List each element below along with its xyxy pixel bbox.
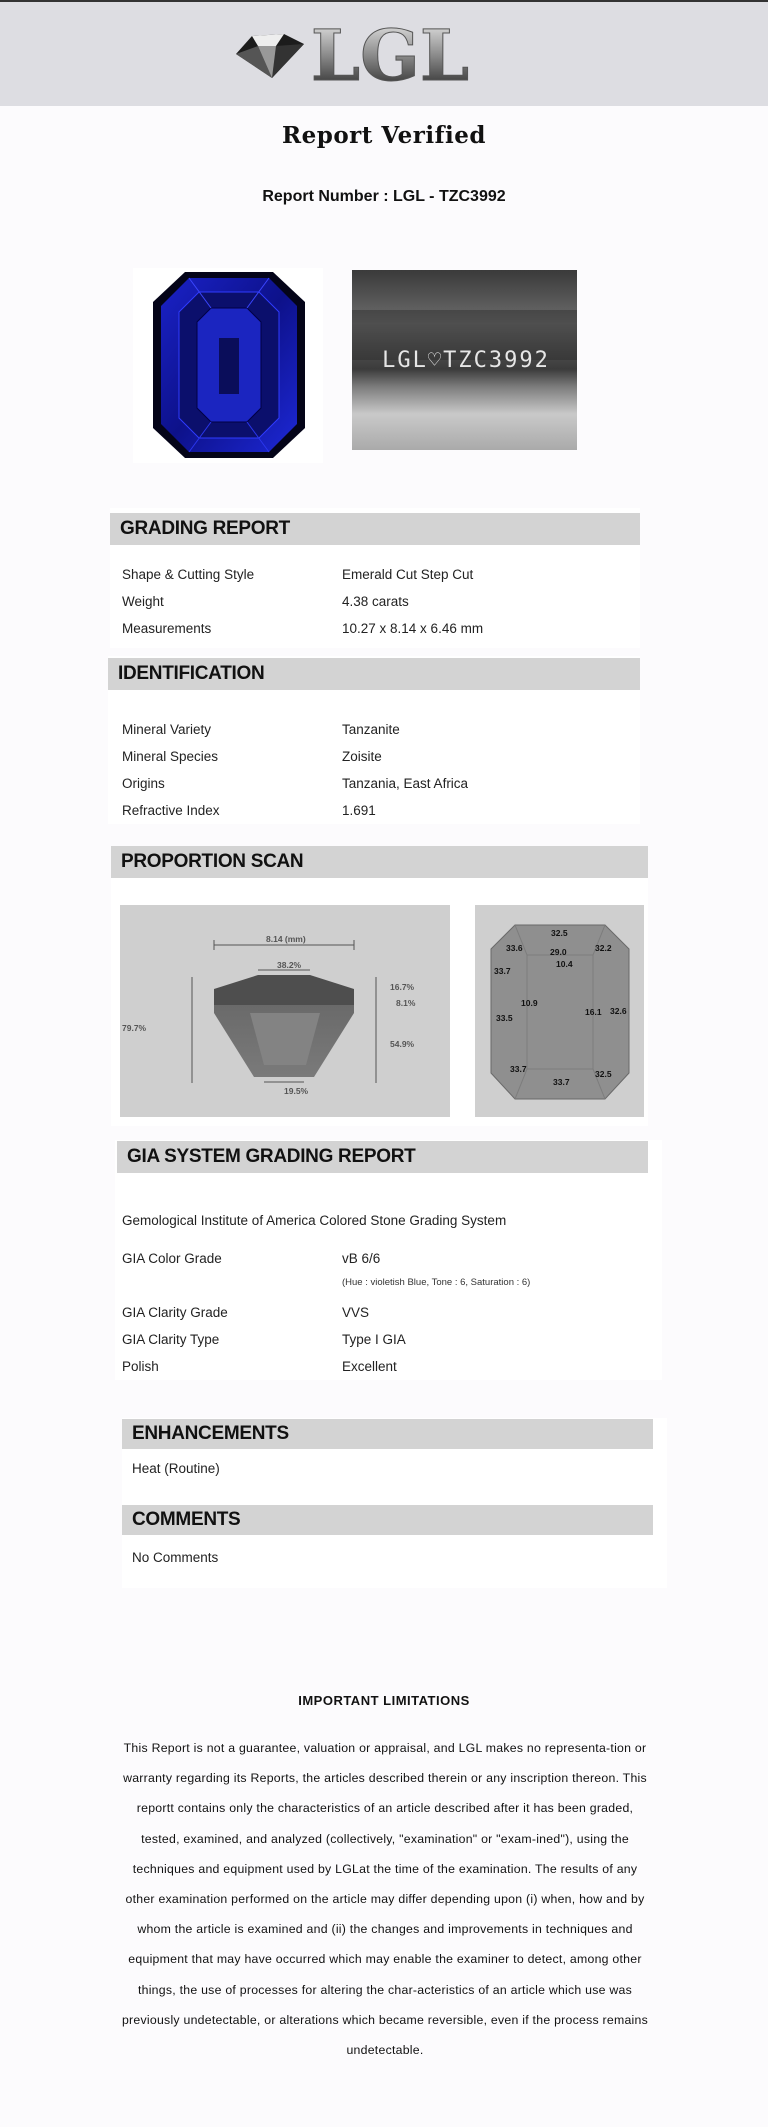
refractive-index-label: Refractive Index: [122, 803, 220, 818]
gia-color-note: (Hue : violetish Blue, Tone : 6, Saturation : 6): [342, 1277, 531, 1288]
top-value: 33.7: [494, 966, 511, 976]
polish-label: Polish: [122, 1359, 159, 1374]
grading-report-heading: GRADING REPORT: [110, 513, 640, 545]
identification-heading: IDENTIFICATION: [108, 658, 640, 690]
page-title: Report Verified: [282, 122, 486, 149]
gia-clarity-type-label: GIA Clarity Type: [122, 1332, 220, 1347]
comments-heading: COMMENTS: [122, 1505, 653, 1535]
proportion-scan-heading: PROPORTION SCAN: [111, 846, 648, 878]
top-value: 10.4: [556, 959, 573, 969]
shape-value: Emerald Cut Step Cut: [342, 567, 474, 582]
gia-color-label: GIA Color Grade: [122, 1251, 222, 1266]
width-label: 8.14 (mm): [266, 934, 306, 944]
mineral-variety-value: Tanzanite: [342, 722, 400, 737]
top-view-diagram: [475, 905, 644, 1117]
limitations-heading: IMPORTANT LIMITATIONS: [298, 1693, 470, 1708]
top-value: 29.0: [550, 947, 567, 957]
top-value: 16.1: [585, 1007, 602, 1017]
lgl-logo: [232, 14, 492, 92]
comments-text: No Comments: [132, 1550, 219, 1565]
top-value: 10.9: [521, 998, 538, 1008]
weight-value: 4.38 carats: [342, 594, 409, 609]
polish-value: Excellent: [342, 1359, 397, 1374]
origins-label: Origins: [122, 776, 165, 791]
report-number: Report Number : LGL - TZC3992: [262, 188, 506, 205]
top-value: 32.2: [595, 943, 612, 953]
top-value: 33.7: [553, 1077, 570, 1087]
gia-clarity-grade-label: GIA Clarity Grade: [122, 1305, 228, 1320]
inscription-photo: [352, 270, 577, 450]
diamond-icon: [236, 34, 304, 78]
top-value: 33.6: [506, 943, 523, 953]
profile-diagram: [120, 905, 450, 1117]
table-label: 38.2%: [277, 960, 302, 970]
gia-clarity-grade-value: VVS: [342, 1305, 370, 1320]
top-value: 33.5: [496, 1013, 513, 1023]
pavilion-depth-label: 54.9%: [390, 1039, 415, 1049]
top-value: 32.6: [610, 1006, 627, 1016]
mineral-variety-label: Mineral Variety: [122, 722, 212, 737]
limitations-text: This Report is not a guarantee, valuation or appraisal, and LGL makes no representa-tion or warranty regarding its Reports, the articles described therein or any inscription thereon. This reportt contains only the characteristics of an article described after it has been graded, tested, examined, and analyzed (collectively, "examination" or "exam-ined"), using the techniques and equipment used by LGLat the time of the examination. The results of any other examination performed on the article may differ depending upon (i) when, how and by whom the article is examined and (ii) the changes and improvements in techniques and equipment that may have occurred which may enable the examiner to detect, among other things, the use of processes for altering the char-acteristics of an article which use was previously undetectable, or alterations which became reversible, even if the process remains undetectable.: [121, 1741, 649, 2058]
top-value: 32.5: [551, 928, 568, 938]
gia-system-name: Gemological Institute of America Colored Stone Grading System: [122, 1213, 507, 1228]
logo-text: LGL: [310, 14, 470, 92]
measurements-label: Measurements: [122, 621, 212, 636]
mineral-species-value: Zoisite: [342, 749, 382, 764]
gia-clarity-type-value: Type I GIA: [342, 1332, 406, 1347]
top-value: 32.5: [595, 1069, 612, 1079]
top-value: 33.7: [510, 1064, 527, 1074]
girdle-label: 8.1%: [396, 998, 416, 1008]
mineral-species-label: Mineral Species: [122, 749, 219, 764]
weight-label: Weight: [122, 594, 164, 609]
gia-color-value: vB 6/6: [342, 1251, 381, 1266]
gem-photo: [133, 268, 323, 463]
gia-heading: GIA SYSTEM GRADING REPORT: [117, 1141, 648, 1173]
enhancements-text: Heat (Routine): [132, 1461, 220, 1476]
measurements-value: 10.27 x 8.14 x 6.46 mm: [342, 621, 484, 636]
culet-label: 19.5%: [284, 1086, 309, 1096]
total-depth-label: 79.7%: [122, 1023, 147, 1033]
enhancements-heading: ENHANCEMENTS: [122, 1419, 653, 1449]
shape-label: Shape & Cutting Style: [122, 567, 255, 582]
inscription-text: LGL♡TZC3992: [382, 348, 550, 373]
crown-height-label: 16.7%: [390, 982, 415, 992]
origins-value: Tanzania, East Africa: [342, 776, 469, 791]
refractive-index-value: 1.691: [342, 803, 376, 818]
